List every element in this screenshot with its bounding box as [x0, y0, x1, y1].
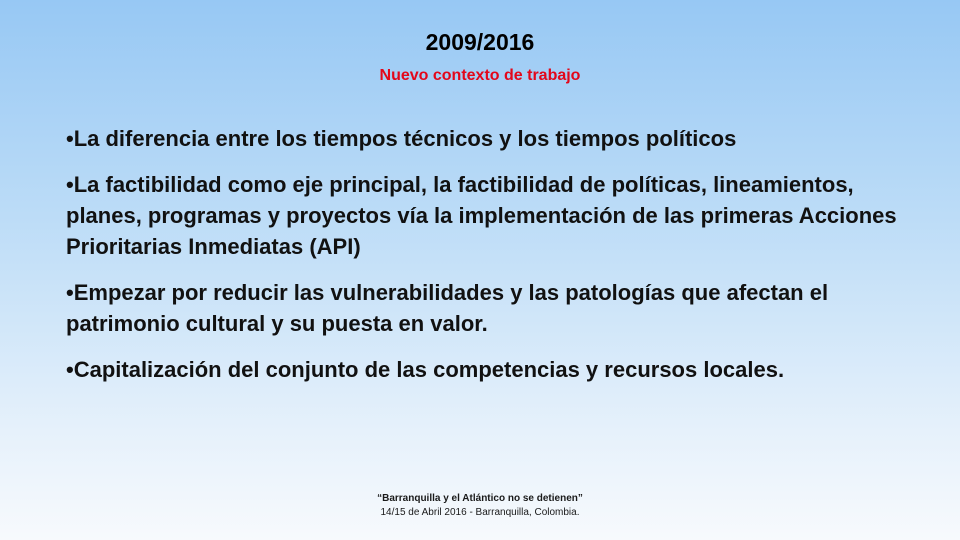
bullet-marker: • — [66, 357, 74, 382]
bullet-item — [66, 354, 916, 385]
bullet-item — [66, 277, 916, 339]
bullet-marker: • — [66, 172, 74, 197]
bullet-marker: • — [66, 280, 74, 305]
footer-event-title: “Barranquilla y el Atlántico no se detienen” — [377, 493, 583, 504]
bullet-item — [66, 169, 916, 262]
bullet-marker: • — [66, 126, 74, 151]
slide-subtitle: Nuevo contexto de trabajo — [379, 67, 581, 84]
footer — [330, 492, 630, 520]
bullet-item — [66, 123, 916, 154]
bullet-text: La diferencia entre los tiempos técnicos y los tiempos políticos — [73, 126, 737, 151]
slide-title: 2009/2016 — [425, 29, 535, 55]
bullet-list — [66, 123, 916, 400]
footer-event-date: 14/15 de Abril 2016 - Barranquilla, Colombia. — [380, 507, 580, 518]
bullet-text: Empezar por reducir las vulnerabilidades y las patologías que afectan el patrimonio cultural y su puesta en valor. — [66, 280, 829, 336]
bullet-text: La factibilidad como eje principal, la factibilidad de políticas, lineamientos, planes, programas y proyectos vía la implementación de las primeras Acciones Prioritarias Inmediatas (API) — [66, 172, 897, 259]
bullet-text: Capitalización del conjunto de las competencias y recursos locales. — [73, 357, 785, 382]
